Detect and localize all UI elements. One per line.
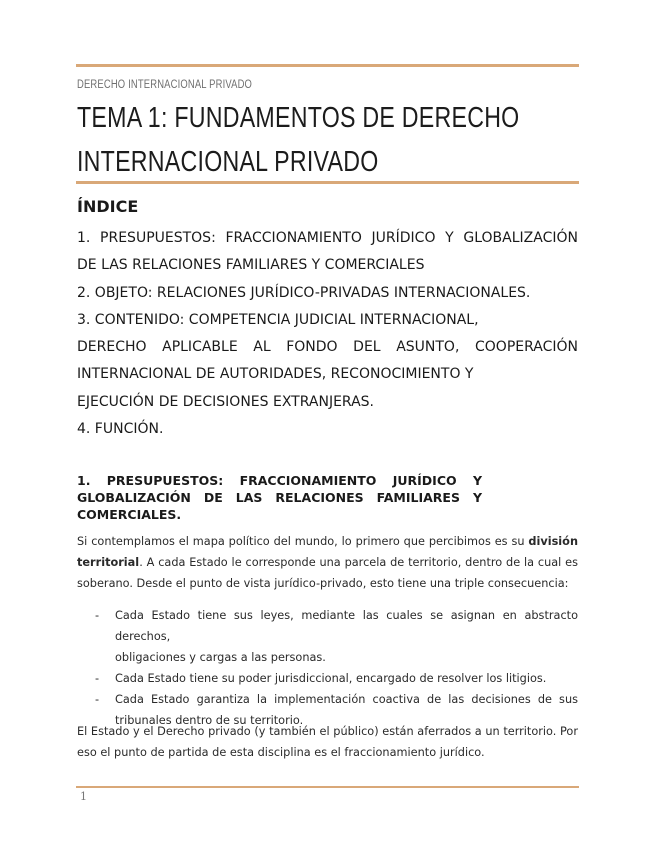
paragraph-line: El Estado y el Derecho privado (y también el público) están aferrados a un territorio. Por	[77, 725, 578, 738]
list-item	[77, 605, 578, 668]
index-list	[77, 225, 578, 443]
document-subject: DERECHO INTERNACIONAL PRIVADO	[77, 79, 253, 91]
list-item-line: tribunales dentro de su territorio.	[115, 714, 304, 727]
bullet-dash: -	[95, 693, 100, 706]
footer-rule	[76, 786, 579, 788]
section-heading-line: GLOBALIZACIÓN DE LAS RELACIONES FAMILIARES Y	[77, 490, 482, 505]
index-line: DE LAS RELACIONES FAMILIARES Y COMERCIALES	[77, 257, 425, 274]
bullet-dash: -	[95, 672, 100, 685]
index-line: 3. CONTENIDO: COMPETENCIA JUDICIAL INTERNACIONAL,	[77, 311, 479, 328]
bullet-list	[77, 605, 578, 731]
index-line: INTERNACIONAL DE AUTORIDADES, RECONOCIMIENTO Y	[77, 366, 474, 383]
section-heading-line: COMERCIALES.	[77, 507, 182, 522]
header-bottom-rule	[76, 181, 579, 184]
list-item-line: Cada Estado tiene su poder jurisdiccional, encargado de resolver los litigios.	[115, 672, 547, 685]
page-title-line: INTERNACIONAL PRIVADO	[77, 146, 379, 178]
paragraph-text: Si contemplamos el mapa político del mundo, lo primero que percibimos es su	[77, 535, 529, 548]
section-heading-line: 1. PRESUPUESTOS: FRACCIONAMIENTO JURÍDICO Y	[77, 473, 482, 488]
list-item	[77, 668, 578, 689]
paragraph-text: . A cada Estado le corresponde una parcela de territorio, dentro de la cual es	[139, 556, 578, 569]
paragraph-line: soberano. Desde el punto de vista jurídico-privado, esto tiene una triple consecuencia:	[77, 577, 569, 590]
list-item-line: obligaciones y cargas a las personas.	[115, 651, 326, 664]
index-heading: ÍNDICE	[77, 197, 139, 216]
index-line: DERECHO APLICABLE AL FONDO DEL ASUNTO, COOPERACIÓN	[77, 339, 578, 356]
section-heading	[77, 472, 482, 523]
index-line: 1. PRESUPUESTOS: FRACCIONAMIENTO JURÍDICO Y GLOBALIZACIÓN	[77, 230, 578, 246]
emphasis-text: territorial	[77, 556, 140, 569]
paragraph-line	[77, 531, 578, 552]
page-title	[77, 96, 525, 184]
paragraph	[77, 721, 578, 763]
emphasis-text: división	[528, 535, 578, 548]
index-line: 2. OBJETO: RELACIONES JURÍDICO-PRIVADAS INTERNACIONALES.	[77, 284, 531, 301]
list-item-line: Cada Estado tiene sus leyes, mediante las cuales se asignan en abstracto derechos,	[115, 609, 578, 643]
page-number: 1	[80, 790, 87, 803]
header-top-rule	[76, 64, 579, 67]
index-line: 4. FUNCIÓN.	[77, 421, 164, 438]
paragraph-line: eso el punto de partida de esta disciplina es el fraccionamiento jurídico.	[77, 746, 485, 759]
page-title-line: TEMA 1: FUNDAMENTOS DE DERECHO	[77, 102, 520, 134]
index-line: EJECUCIÓN DE DECISIONES EXTRANJERAS.	[77, 393, 374, 410]
list-item-line: Cada Estado garantiza la implementación coactiva de las decisiones de sus	[115, 693, 578, 706]
paragraph-line	[77, 552, 578, 573]
bullet-dash: -	[95, 609, 100, 622]
paragraph	[77, 531, 578, 594]
